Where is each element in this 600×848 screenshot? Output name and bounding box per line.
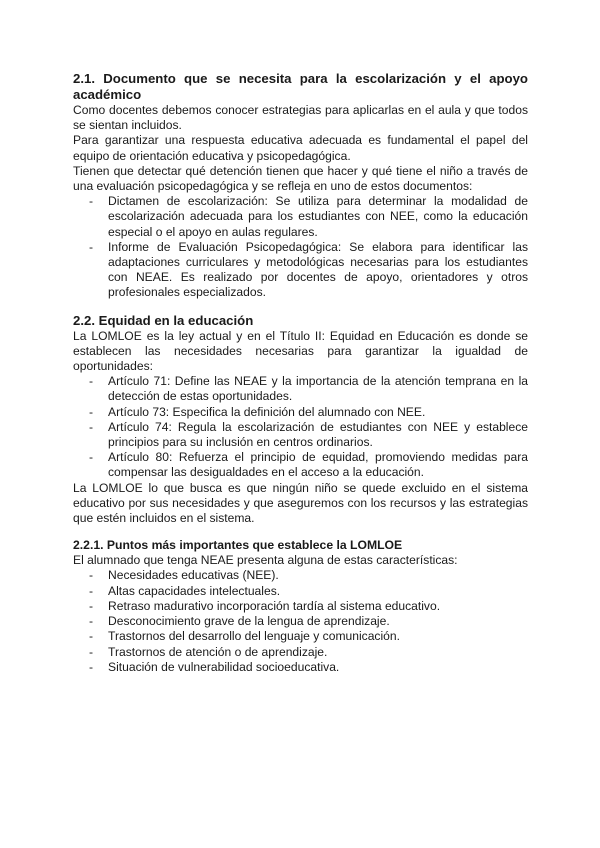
list-item: - Necesidades educativas (NEE). bbox=[73, 568, 528, 583]
section-2-1-document-list bbox=[73, 194, 528, 300]
list-item: - Altas capacidades intelectuales. bbox=[73, 584, 528, 599]
list-item: - Artículo 80: Refuerza el principio de equidad, promoviendo medidas para compensar las desigualdades en el acceso a la educación. bbox=[73, 450, 528, 480]
list-item: - Desconocimiento grave de la lengua de aprendizaje. bbox=[73, 614, 528, 629]
section-2-1-paragraph-3: Tienen que detectar qué detención tienen que hacer y qué tiene el niño a través de una evaluación psicopedagógica y se refleja en uno de estos documentos: bbox=[73, 163, 528, 194]
section-2-1-heading: 2.1. Documento que se necesita para la escolarización y el apoyo académico bbox=[73, 71, 528, 102]
list-item: - Informe de Evaluación Psicopedagógica: Se elabora para identificar las adaptaciones curriculares y metodológicas necesarias para los estudiantes con NEAE. Es realizado por docentes de apoyo, orientadores y otros profesionales especializados. bbox=[73, 240, 528, 301]
section-2-2-paragraph-2: La LOMLOE lo que busca es que ningún niño se quede excluido en el sistema educativo por sus necesidades y que aseguremos con los recursos y las estrategias que estén incluidos en el sistema. bbox=[73, 480, 528, 526]
section-2-1-paragraph-2: Para garantizar una respuesta educativa adecuada es fundamental el papel del equipo de orientación educativa y psicopedagógica. bbox=[73, 133, 528, 163]
list-item: - Trastornos de atención o de aprendizaje. bbox=[73, 645, 528, 660]
document-page bbox=[73, 71, 528, 675]
section-2-1-paragraph-1: Como docentes debemos conocer estrategias para aplicarlas en el aula y que todos se sientan incluidos. bbox=[73, 103, 528, 133]
list-item: - Artículo 73: Especifica la definición del alumnado con NEE. bbox=[73, 405, 528, 420]
section-2-2-heading: 2.2. Equidad en la educación bbox=[73, 312, 254, 328]
section-2-2-1-characteristics-list bbox=[73, 568, 528, 674]
section-2-2-1-heading: 2.2.1. Puntos más importantes que establece la LOMLOE bbox=[73, 538, 403, 553]
list-item: - Retraso madurativo incorporación tardía al sistema educativo. bbox=[73, 599, 528, 614]
list-item: - Artículo 74: Regula la escolarización de estudiantes con NEE y establece principios para su inclusión en centros ordinarios. bbox=[73, 420, 528, 450]
section-2-2-paragraph-1: La LOMLOE es la ley actual y en el Título II: Equidad en Educación es donde se establecen las necesidades necesarias para garantizar la igualdad de oportunidades: bbox=[73, 328, 528, 374]
list-item: - Trastornos del desarrollo del lenguaje y comunicación. bbox=[73, 629, 528, 644]
section-2-2-1-paragraph-1: El alumnado que tenga NEAE presenta alguna de estas características: bbox=[73, 553, 458, 568]
list-item: - Dictamen de escolarización: Se utiliza para determinar la modalidad de escolarización adecuada para los estudiantes con NEE, como la educación especial o el apoyo en aulas regulares. bbox=[73, 194, 528, 240]
list-item: - Artículo 71: Define las NEAE y la importancia de la atención temprana en la detección de estas oportunidades. bbox=[73, 374, 528, 404]
section-2-2-articles-list bbox=[73, 374, 528, 480]
list-item: - Situación de vulnerabilidad socioeducativa. bbox=[73, 660, 528, 675]
